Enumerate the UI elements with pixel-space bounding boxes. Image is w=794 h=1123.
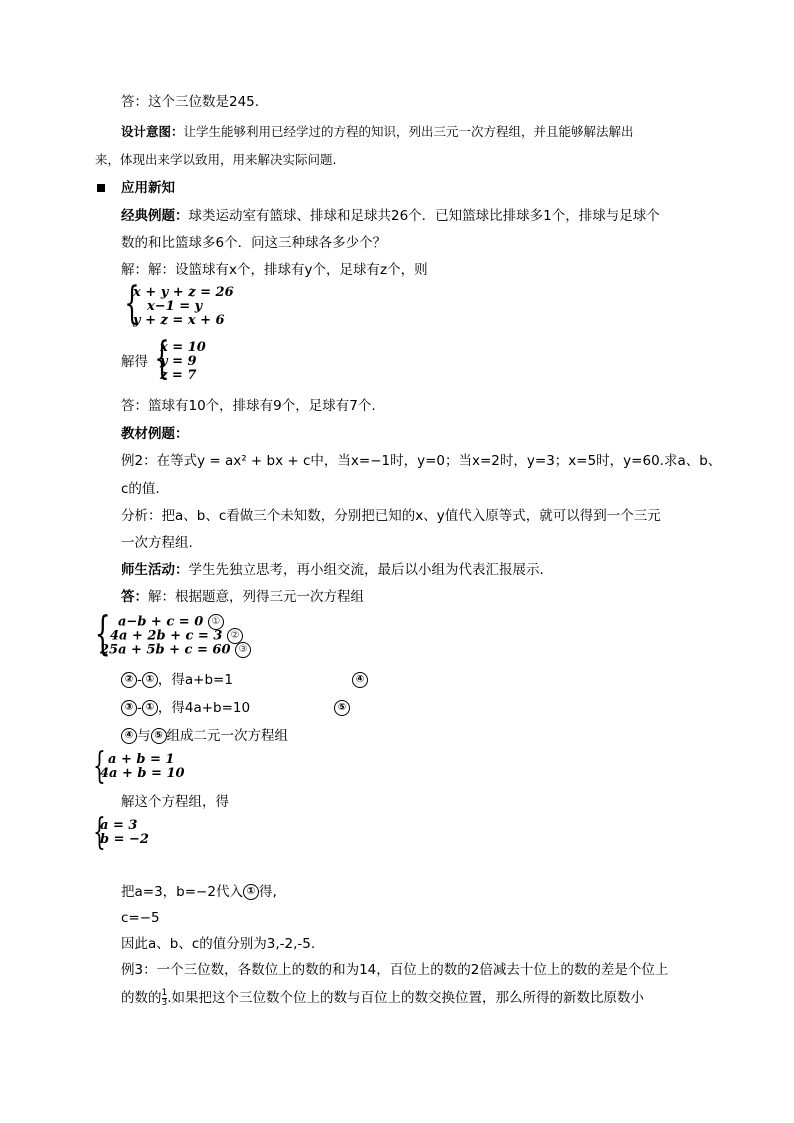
example3-line2: 的数的 $\frac{1}{3}$ .如果把这个三位数个位上的数与百位上的数交换位置，那么所得的新数比原数小 [121, 987, 645, 1008]
classic-text-cont: 数的和比篮球多6个．问这三种球各多少个？ [121, 235, 387, 251]
answer-line-2: 答：篮球有10个，排球有9个，足球有7个. [121, 398, 376, 414]
design-intent-text: 让学生能够利用已经学过的方程的知识，列出三元一次方程组，并且能够解法解出 [183, 124, 634, 139]
fraction-one-third: $\frac{1}{3}$ [161, 987, 168, 1008]
brace-sys5: { [93, 812, 106, 853]
therefore-line: 因此a、b、c的值分别为3,-2,-5. [121, 936, 316, 952]
sys2-eq2: y = 9 [160, 354, 197, 369]
activity-label: 师生活动： [121, 562, 189, 578]
analysis-line2: 一次方程组. [121, 535, 193, 551]
solve-intro: 解：解：设篮球有x个，排球有y个，足球有z个，则 [121, 262, 428, 278]
circled-1-icon: ① [142, 700, 158, 716]
sys1-eq1: x + y + z = 26 [133, 285, 234, 300]
textbook-label: 教材例题： [121, 426, 189, 442]
sys3-eq2: 4a + 2b + c = 3 ② [110, 628, 243, 644]
sys4-eq2: 4a + b = 10 [100, 766, 185, 781]
classic-text: 球类运动室有篮球、排球和足球共26个．已知篮球比排球多1个，排球与足球个 [188, 208, 660, 224]
activity-text: 学生先独立思考，再小组交流，最后以小组为代表汇报展示． [188, 562, 553, 578]
example2-line1: 例2：在等式y = ax² + bx + c中，当x=−1时，y=0；当x=2时，y=3；x=5时，y=60.求a、b、 [121, 453, 722, 469]
sys5-eq1: a = 3 [100, 818, 138, 833]
circled-1-icon: ① [243, 884, 259, 900]
example2-line2: c的值. [121, 481, 160, 497]
circled-5-icon: ⑤ [151, 728, 167, 744]
brace-sys4: { [93, 746, 106, 787]
sys3-eq3: 25a + 5b + c = 60 ③ [100, 642, 251, 658]
brace-sys3: { [94, 606, 111, 660]
step-1: ② - ① ，得a+b=1 [121, 670, 233, 690]
analysis-line1: 分析：把a、b、c看做三个未知数，分别把已知的x、y值代入原等式，就可以得到一个三元 [121, 508, 661, 524]
circled-3-icon: ③ [121, 700, 137, 716]
answer-label: 答： [121, 589, 148, 605]
circled-4-icon: ④ [352, 672, 368, 688]
sys4-eq1: a + b = 1 [108, 752, 175, 767]
answer-line-3 [121, 587, 364, 607]
section-title-apply: 应用新知 [121, 180, 175, 196]
classic-label: 经典例题： [121, 208, 189, 224]
step-2: ③ - ① ，得4a+b=10 [121, 698, 250, 718]
circled-1-icon: ① [208, 614, 224, 630]
sys1-eq2: x−1 = y [147, 299, 203, 314]
solved-label: 解得 [121, 354, 148, 370]
circled-2-icon: ② [227, 628, 243, 644]
brace-sys1: { [124, 278, 140, 329]
c-value-line: c=−5 [121, 910, 160, 926]
sys1-eq3: y + z = x + 6 [133, 313, 225, 328]
sys2-eq1: x = 10 [160, 340, 206, 355]
example3-line1: 例3：一个三位数，各数位上的数的和为14，百位上的数的2倍减去十位上的数的差是个位上 [121, 962, 669, 978]
design-intent-label: 设计意图： [121, 124, 184, 139]
circled-5-icon: ⑤ [334, 700, 350, 716]
brace-sys2: { [154, 333, 170, 384]
section-bullet-icon [97, 184, 105, 192]
answer-line-1: 答：这个三位数是245. [121, 94, 260, 110]
sys3-eq1: a−b + c = 0 ① [118, 614, 224, 630]
solve-system-line: 解这个方程组，得 [121, 794, 229, 810]
circled-2-icon: ② [121, 672, 137, 688]
circled-1-icon: ① [142, 672, 158, 688]
circled-4-icon: ④ [121, 728, 137, 744]
sys2-eq3: z = 7 [160, 368, 197, 383]
design-intent-cont: 来，体现出来学以致用，用来解决实际问题. [95, 152, 337, 167]
classic-example [121, 206, 660, 226]
design-intent [121, 122, 634, 142]
answer-text: 解：根据题意，列得三元一次方程组 [148, 589, 364, 605]
sys5-eq2: b = −2 [100, 832, 149, 847]
activity-line [121, 560, 553, 580]
step-3: ④ 与 ⑤ 组成二元一次方程组 [121, 726, 288, 746]
substitute-line: 把a=3，b=−2代入 ① 得, [121, 884, 277, 900]
circled-3-icon: ③ [235, 642, 251, 658]
